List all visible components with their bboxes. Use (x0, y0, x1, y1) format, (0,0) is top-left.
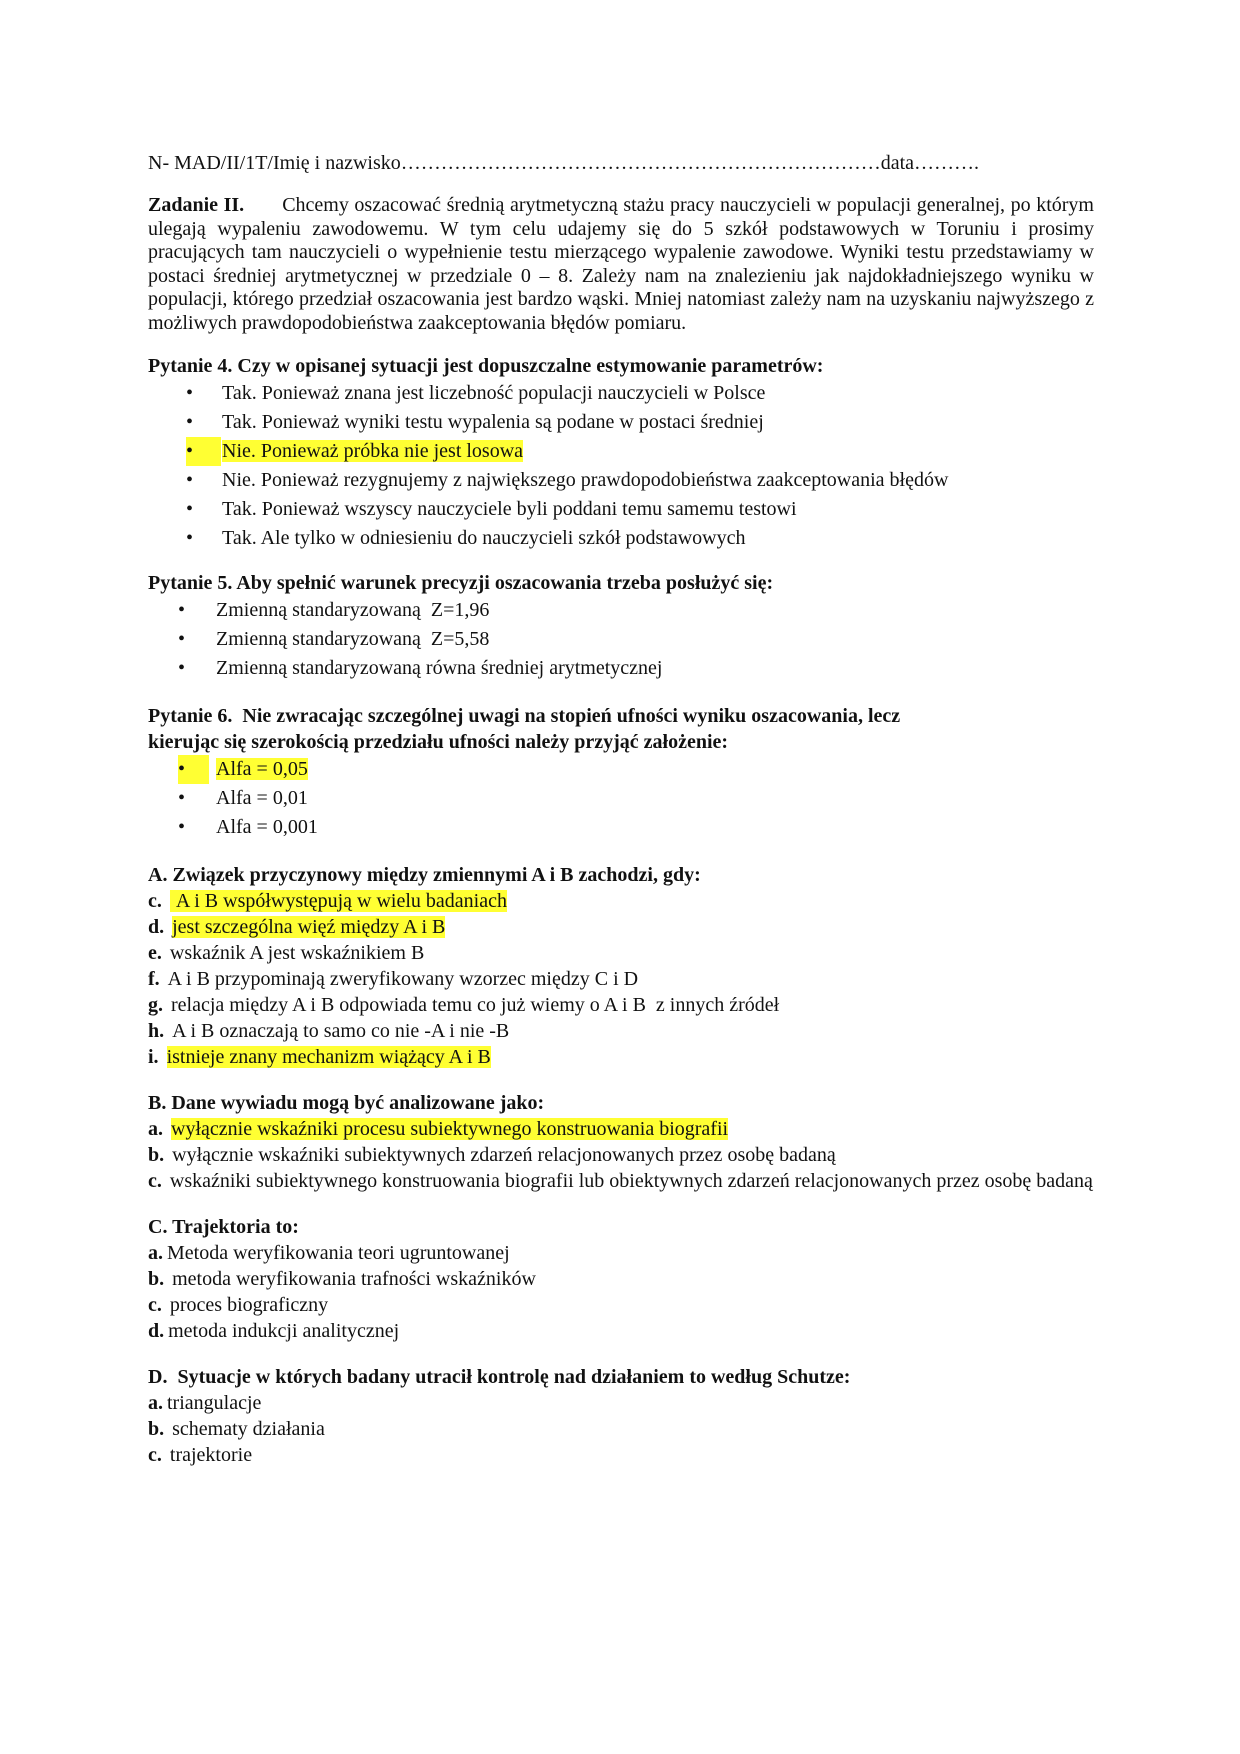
list-item (148, 1266, 1094, 1292)
list-item (148, 408, 1094, 437)
option-text: trajektorie (169, 1444, 253, 1466)
question-6-options (148, 755, 1094, 842)
option-text: metoda weryfikowania trafności wskaźników (172, 1268, 536, 1290)
bullet-icon: • (178, 657, 186, 679)
question-d-title: D. Sytuacje w których badany utracił kontrolę nad działaniem to według Schutze: (148, 1366, 851, 1388)
list-item (148, 654, 1094, 683)
option-text: wskaźniki subiektywnego konstruowania biografii lub obiektywnych zdarzeń relacjonowanych przez osobę badaną (169, 1170, 1093, 1192)
list-item (148, 1240, 1094, 1266)
option-text: proces biograficzny (169, 1294, 329, 1316)
option-letter: a. (148, 1242, 163, 1264)
bullet-icon: • (178, 628, 186, 650)
question-5-title: Pytanie 5. Aby spełnić warunek precyzji oszacowania trzeba posłużyć się: (148, 572, 774, 594)
option-text: A i B współwystępują w wielu badaniach (170, 890, 507, 912)
list-item-highlighted (148, 1116, 1094, 1142)
list-item (148, 466, 1094, 495)
list-item (148, 940, 1094, 966)
bullet-icon: • (186, 469, 194, 491)
option-text: A i B przypominają zweryfikowany wzorzec między C i D (167, 968, 639, 990)
list-item (148, 1018, 1094, 1044)
list-item (148, 1292, 1094, 1318)
list-item (148, 625, 1094, 654)
list-item-highlighted (148, 1044, 1094, 1070)
option-text: A i B oznaczają to samo co nie -A i nie -B (172, 1020, 510, 1042)
option-text: Tak. Ponieważ znana jest liczebność populacji nauczycieli w Polsce (222, 382, 766, 404)
option-text: wyłącznie wskaźniki subiektywnych zdarzeń relacjonowanych przez osobę badaną (172, 1144, 836, 1166)
list-item (148, 966, 1094, 992)
bullet-icon: • (186, 437, 221, 466)
option-letter: b. (148, 1144, 165, 1166)
list-item (148, 1168, 1094, 1194)
option-text: Tak. Ale tylko w odniesieniu do nauczycieli szkół podstawowych (222, 527, 746, 549)
option-text: Zmienną standaryzowaną Z=5,58 (216, 628, 490, 650)
list-item (148, 784, 1094, 813)
option-letter: g. (148, 994, 163, 1016)
list-item (148, 1142, 1094, 1168)
list-item (148, 1318, 1094, 1344)
option-text: Tak. Ponieważ wszyscy nauczyciele byli poddani temu samemu testowi (222, 498, 797, 520)
option-letter: e. (148, 942, 162, 964)
option-text: Tak. Ponieważ wyniki testu wypalenia są podane w postaci średniej (222, 411, 764, 433)
option-text: Nie. Ponieważ próbka nie jest losowa (222, 440, 524, 462)
task-text: Chcemy oszacować średnią arytmetyczną stażu pracy nauczycieli w populacji generalnej, po którym ulegają wypaleniu zawodowemu. W tym celu udajemy się do 5 szkół podstawowych w Toruniu i prosimy pracujących tam nauczycieli o wypełnienie testu mierzącego wypalenie zawodowe. Wyniki testu przedstawiamy w postaci średniej arytmetycznej w przedziale 0 – 8. Zależy nam na znalezieniu jak najdokładniejszego wyniku w populacji, którego przedział oszacowania jest bardzo wąski. Mniej natomiast zależy nam na uzyskaniu najwyższego z możliwych prawdopodobieństwa zaakceptowania błędów pomiaru. (148, 194, 1094, 334)
question-b-title: B. Dane wywiadu mogą być analizowane jako: (148, 1092, 545, 1114)
option-text: jest szczególna więź między A i B (172, 916, 446, 938)
list-item (148, 379, 1094, 408)
option-text: Alfa = 0,001 (216, 816, 318, 838)
option-letter: b. (148, 1418, 165, 1440)
list-item-highlighted (148, 888, 1094, 914)
bullet-icon: • (186, 527, 194, 549)
option-text: Zmienną standaryzowaną równa średniej arytmetycznej (216, 657, 663, 679)
option-text: triangulacje (167, 1392, 262, 1414)
bullet-icon: • (186, 382, 194, 404)
option-text: Metoda weryfikowania teori ugruntowanej (167, 1242, 510, 1264)
option-text: Alfa = 0,05 (216, 758, 308, 780)
option-letter: c. (148, 1170, 162, 1192)
question-4-title: Pytanie 4. Czy w opisanej sytuacji jest dopuszczalne estymowanie parametrów: (148, 355, 824, 377)
option-text: wyłącznie wskaźniki procesu subiektywnego konstruowania biografii (171, 1118, 729, 1140)
list-item (148, 992, 1094, 1018)
option-letter: d. (148, 916, 165, 938)
question-4-options (148, 379, 1094, 553)
option-letter: b. (148, 1268, 165, 1290)
list-item (148, 596, 1094, 625)
bullet-icon: • (178, 755, 209, 784)
option-text: relacja między A i B odpowiada temu co już wiemy o A i B z innych źródeł (171, 994, 780, 1016)
option-text: Nie. Ponieważ rezygnujemy z największego prawdopodobieństwa zaakceptowania błędów (222, 469, 949, 491)
option-text: istnieje znany mechanizm wiążący A i B (166, 1046, 491, 1068)
list-item (148, 524, 1094, 553)
document-page (148, 150, 1094, 1468)
option-text: wskaźnik A jest wskaźnikiem B (169, 942, 425, 964)
option-text: schematy działania (172, 1418, 325, 1440)
option-letter: a. (148, 1392, 163, 1414)
option-text: Alfa = 0,01 (216, 787, 308, 809)
list-item (148, 495, 1094, 524)
task-paragraph (148, 194, 1094, 335)
option-text: metoda indukcji analitycznej (168, 1320, 400, 1342)
bullet-icon: • (178, 599, 186, 621)
bullet-icon: • (186, 498, 194, 520)
option-letter: i. (148, 1046, 159, 1068)
option-letter: a. (148, 1118, 163, 1140)
question-c-title: C. Trajektoria to: (148, 1216, 299, 1238)
bullet-icon: • (186, 411, 194, 433)
option-letter: c. (148, 890, 162, 912)
option-letter: h. (148, 1020, 165, 1042)
question-a-title: A. Związek przyczynowy między zmiennymi A i B zachodzi, gdy: (148, 864, 701, 886)
option-letter: c. (148, 1444, 162, 1466)
question-6-title-line1: Pytanie 6. Nie zwracając szczególnej uwagi na stopień ufności wyniku oszacowania, lecz (148, 705, 901, 727)
option-text: Zmienną standaryzowaną Z=1,96 (216, 599, 490, 621)
list-item-highlighted (148, 914, 1094, 940)
question-5-options (148, 596, 1094, 683)
option-letter: c. (148, 1294, 162, 1316)
bullet-icon: • (178, 787, 186, 809)
question-6-title-line2: kierując się szerokością przedziału ufności należy przyjąć założenie: (148, 731, 729, 753)
header-line: N- MAD/II/1T/Imię i nazwisko………………………………………………………………data………. (148, 152, 980, 174)
list-item-highlighted (148, 755, 1094, 784)
option-letter: f. (148, 968, 160, 990)
bullet-icon: • (178, 816, 186, 838)
task-label: Zadanie II. (148, 194, 245, 216)
list-item-highlighted (148, 437, 1094, 466)
list-item (148, 1442, 1094, 1468)
list-item (148, 1390, 1094, 1416)
list-item (148, 813, 1094, 842)
option-letter: d. (148, 1320, 165, 1342)
list-item (148, 1416, 1094, 1442)
